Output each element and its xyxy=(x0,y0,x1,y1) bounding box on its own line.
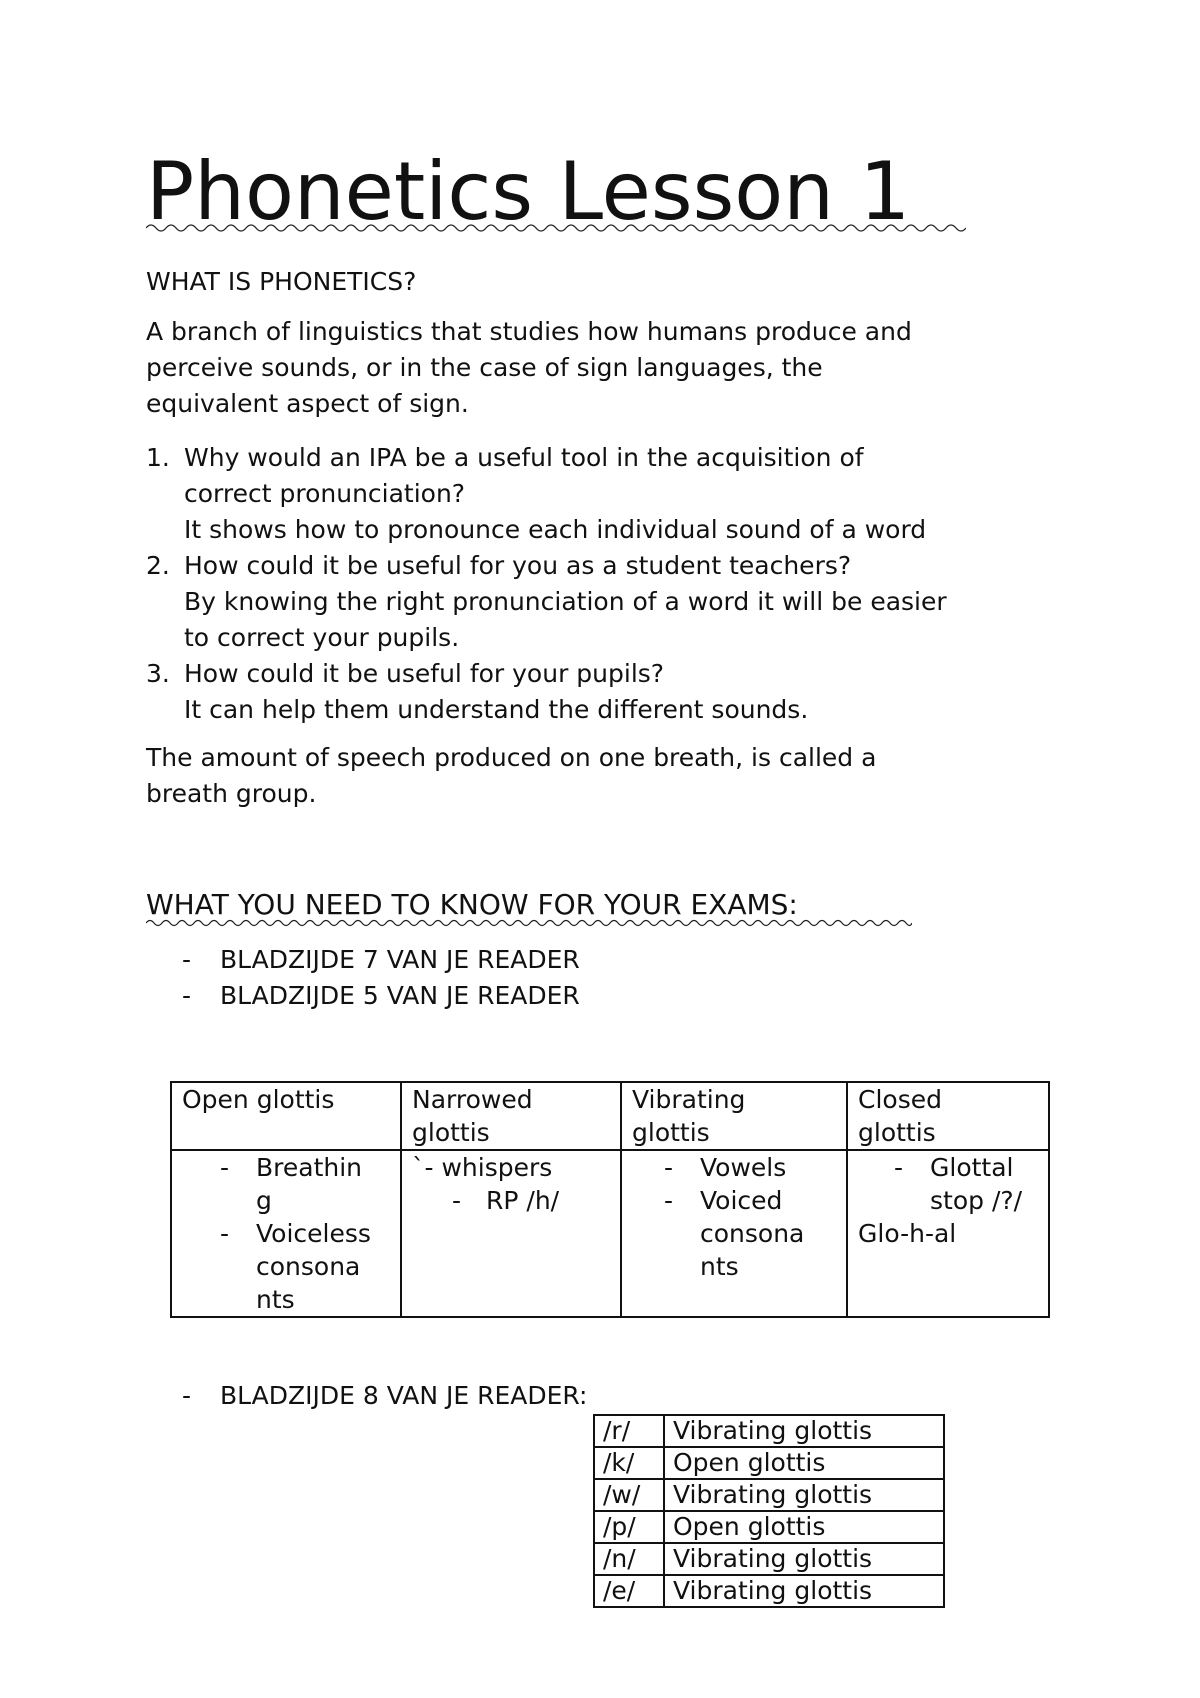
table-header-cell: Open glottis xyxy=(171,1082,401,1150)
definition-line: perceive sounds, or in the case of sign languages, the xyxy=(146,353,823,382)
answer-line: It can help them understand the different sounds. xyxy=(184,695,809,724)
definition-paragraph xyxy=(146,314,912,422)
exam-items-list xyxy=(182,942,580,1014)
breath-group-line: breath group. xyxy=(146,779,317,808)
list-item: - Voiced consona nts xyxy=(664,1186,805,1281)
sound-glottis-table xyxy=(593,1414,945,1608)
question-line: Why would an IPA be a useful tool in the acquisition of xyxy=(184,443,864,472)
definition-line: A branch of linguistics that studies how humans produce and xyxy=(146,317,912,346)
sound-symbol: /k/ xyxy=(594,1447,664,1479)
list-item: - Vowels xyxy=(664,1153,787,1182)
table-header-cell: Vibrating glottis xyxy=(621,1082,847,1150)
exam-item: - BLADZIJDE 8 VAN JE READER: xyxy=(182,1381,588,1410)
table-row xyxy=(594,1447,944,1479)
table-header-cell: Closed glottis xyxy=(847,1082,1049,1150)
table-cell: `- whispers - RP /h/ xyxy=(401,1150,621,1317)
glottis-type: Open glottis xyxy=(664,1511,944,1543)
question-line: How could it be useful for your pupils? xyxy=(184,659,665,688)
table-row xyxy=(594,1479,944,1511)
sound-symbol: /e/ xyxy=(594,1575,664,1607)
glottis-type: Vibrating glottis xyxy=(664,1575,944,1607)
sound-symbol: /w/ xyxy=(594,1479,664,1511)
sound-symbol: /p/ xyxy=(594,1511,664,1543)
glottis-type: Vibrating glottis xyxy=(664,1479,944,1511)
page-title: Phonetics Lesson 1 xyxy=(146,145,911,238)
table-cell xyxy=(621,1150,847,1317)
table-row xyxy=(594,1511,944,1543)
list-item: - Breathin g xyxy=(220,1153,363,1215)
exam-items-list-2 xyxy=(182,1378,587,1414)
table-row xyxy=(594,1543,944,1575)
answer-line: It shows how to pronounce each individual sound of a word xyxy=(184,515,927,544)
question-line: correct pronunciation? xyxy=(184,479,466,508)
section-heading-what-is: WHAT IS PHONETICS? xyxy=(146,267,417,296)
table-row xyxy=(594,1575,944,1607)
section-heading-exams: WHAT YOU NEED TO KNOW FOR YOUR EXAMS: xyxy=(146,888,798,921)
list-item: - RP /h/ xyxy=(452,1186,560,1215)
question-line: How could it be useful for you as a student teachers? xyxy=(184,551,852,580)
table-row xyxy=(594,1415,944,1447)
table-row xyxy=(171,1150,1049,1317)
breath-group-paragraph xyxy=(146,740,876,812)
glottis-type: Open glottis xyxy=(664,1447,944,1479)
glottis-table xyxy=(170,1081,1050,1318)
definition-line: equivalent aspect of sign. xyxy=(146,389,469,418)
question-item xyxy=(146,656,947,728)
question-number: 3. xyxy=(146,659,170,688)
answer-line: to correct your pupils. xyxy=(184,623,460,652)
question-number: 2. xyxy=(146,551,170,580)
answer-line: By knowing the right pronunciation of a word it will be easier xyxy=(184,587,947,616)
sound-symbol: /n/ xyxy=(594,1543,664,1575)
question-item xyxy=(146,440,947,548)
list-item: - Voiceless consona nts xyxy=(220,1219,371,1314)
spellcheck-underline-exams xyxy=(146,918,912,928)
sound-symbol: /r/ xyxy=(594,1415,664,1447)
exam-item: - BLADZIJDE 5 VAN JE READER xyxy=(182,981,580,1010)
table-header-row xyxy=(171,1082,1049,1150)
table-cell: - Glottal stop /?/ Glo-h-al xyxy=(847,1150,1049,1317)
question-list xyxy=(146,440,947,728)
question-number: 1. xyxy=(146,443,170,472)
table-header-cell: Narrowed glottis xyxy=(401,1082,621,1150)
spellcheck-underline-title xyxy=(146,222,966,234)
question-item xyxy=(146,548,947,656)
breath-group-line: The amount of speech produced on one breath, is called a xyxy=(146,743,877,772)
glottis-type: Vibrating glottis xyxy=(664,1415,944,1447)
glottis-type: Vibrating glottis xyxy=(664,1543,944,1575)
table-cell xyxy=(171,1150,401,1317)
exam-item: - BLADZIJDE 7 VAN JE READER xyxy=(182,945,580,974)
list-item: - Glottal stop /?/ xyxy=(894,1153,1023,1215)
